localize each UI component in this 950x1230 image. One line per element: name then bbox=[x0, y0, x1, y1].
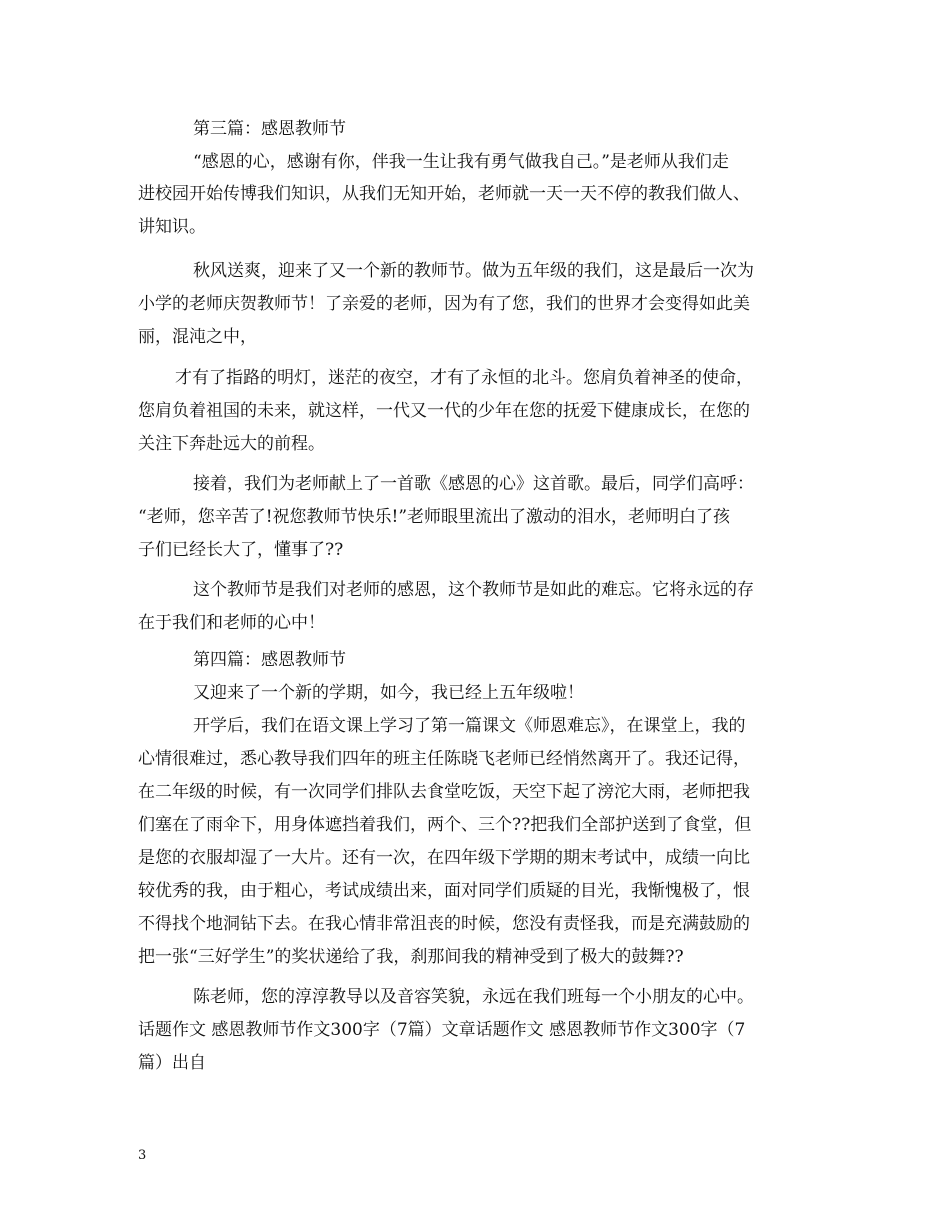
text-line: 较优秀的我，由于粗心，考试成绩出来，面对同学们质疑的目光，我惭愧极了，恨 bbox=[138, 881, 750, 901]
text-line: 又迎来了一个新的学期，如今，我已经上五年级啦！ bbox=[193, 683, 584, 703]
text-line: 陈老师，您的淳淳教导以及音容笑貌，永远在我们班每一个小朋友的心中。 bbox=[193, 987, 754, 1007]
text-line: 们塞在了雨伞下，用身体遮挡着我们，两个、三个??把我们全部护送到了食堂，但 bbox=[138, 815, 752, 835]
text-line: 关注下奔赴远大的前程。 bbox=[138, 434, 325, 454]
text-line: 把一张“三好学生”的奖状递给了我，刹那间我的精神受到了极大的鼓舞?? bbox=[138, 947, 684, 967]
text-line: 秋风送爽，迎来了又一个新的教师节。做为五年级的我们，这是最后一次为 bbox=[193, 261, 754, 281]
heading-part-three: 第三篇：感恩教师节 bbox=[193, 119, 346, 139]
text-line: “感恩的心，感谢有你，伴我一生让我有勇气做我自己。”是老师从我们走 bbox=[193, 152, 729, 172]
text-line: 您肩负着祖国的未来，就这样，一代又一代的少年在您的抚爱下健康成长，在您的 bbox=[138, 401, 750, 421]
footer-source-line: 篇）出自 bbox=[138, 1053, 206, 1073]
text-line: 开学后，我们在语文课上学习了第一篇课文《师恩难忘》，在课堂上，我的 bbox=[193, 716, 746, 736]
text-line: 小学的老师庆贺教师节！了亲爱的老师，因为有了您，我们的世界才会变得如此美 bbox=[138, 294, 750, 314]
text-line: 不得找个地洞钻下去。在我心情非常沮丧的时候，您没有责怪我，而是充满鼓励的 bbox=[138, 914, 750, 934]
text-line: 丽，混沌之中， bbox=[138, 327, 257, 347]
page-number: 3 bbox=[138, 1148, 147, 1163]
text-line: 是您的衣服却湿了一大片。还有一次，在四年级下学期的期末考试中，成绩一向比 bbox=[138, 848, 750, 868]
text-line: 进校园开始传博我们知识，从我们无知开始，老师就一天一天不停的教我们做人、 bbox=[138, 184, 750, 204]
text-line: 接着，我们为老师献上了一首歌《感恩的心》这首歌。最后，同学们高呼： bbox=[193, 474, 754, 494]
heading-part-four: 第四篇：感恩教师节 bbox=[193, 650, 346, 670]
text-line: 在二年级的时候，有一次同学们排队去食堂吃饭，天空下起了滂沱大雨，老师把我 bbox=[138, 782, 750, 802]
text-line: 讲知识。 bbox=[138, 217, 206, 237]
text-line: “老师，您辛苦了!祝您教师节快乐!”老师眼里流出了激动的泪水，老师明白了孩 bbox=[138, 507, 731, 527]
text-line: 才有了指路的明灯，迷茫的夜空，才有了永恒的北斗。您肩负着神圣的使命， bbox=[175, 368, 753, 388]
text-line: 子们已经长大了，懂事了?? bbox=[138, 540, 344, 560]
text-line: 心情很难过，悉心教导我们四年的班主任陈晓飞老师已经悄然离开了。我还记得， bbox=[138, 749, 750, 769]
text-line: 在于我们和老师的心中！ bbox=[138, 613, 325, 633]
footer-source-line: 话题作文 感恩教师节作文300字（7篇）文章话题作文 感恩教师节作文300字（7 bbox=[138, 1020, 746, 1040]
text-line: 这个教师节是我们对老师的感恩，这个教师节是如此的难忘。它将永远的存 bbox=[193, 580, 754, 600]
